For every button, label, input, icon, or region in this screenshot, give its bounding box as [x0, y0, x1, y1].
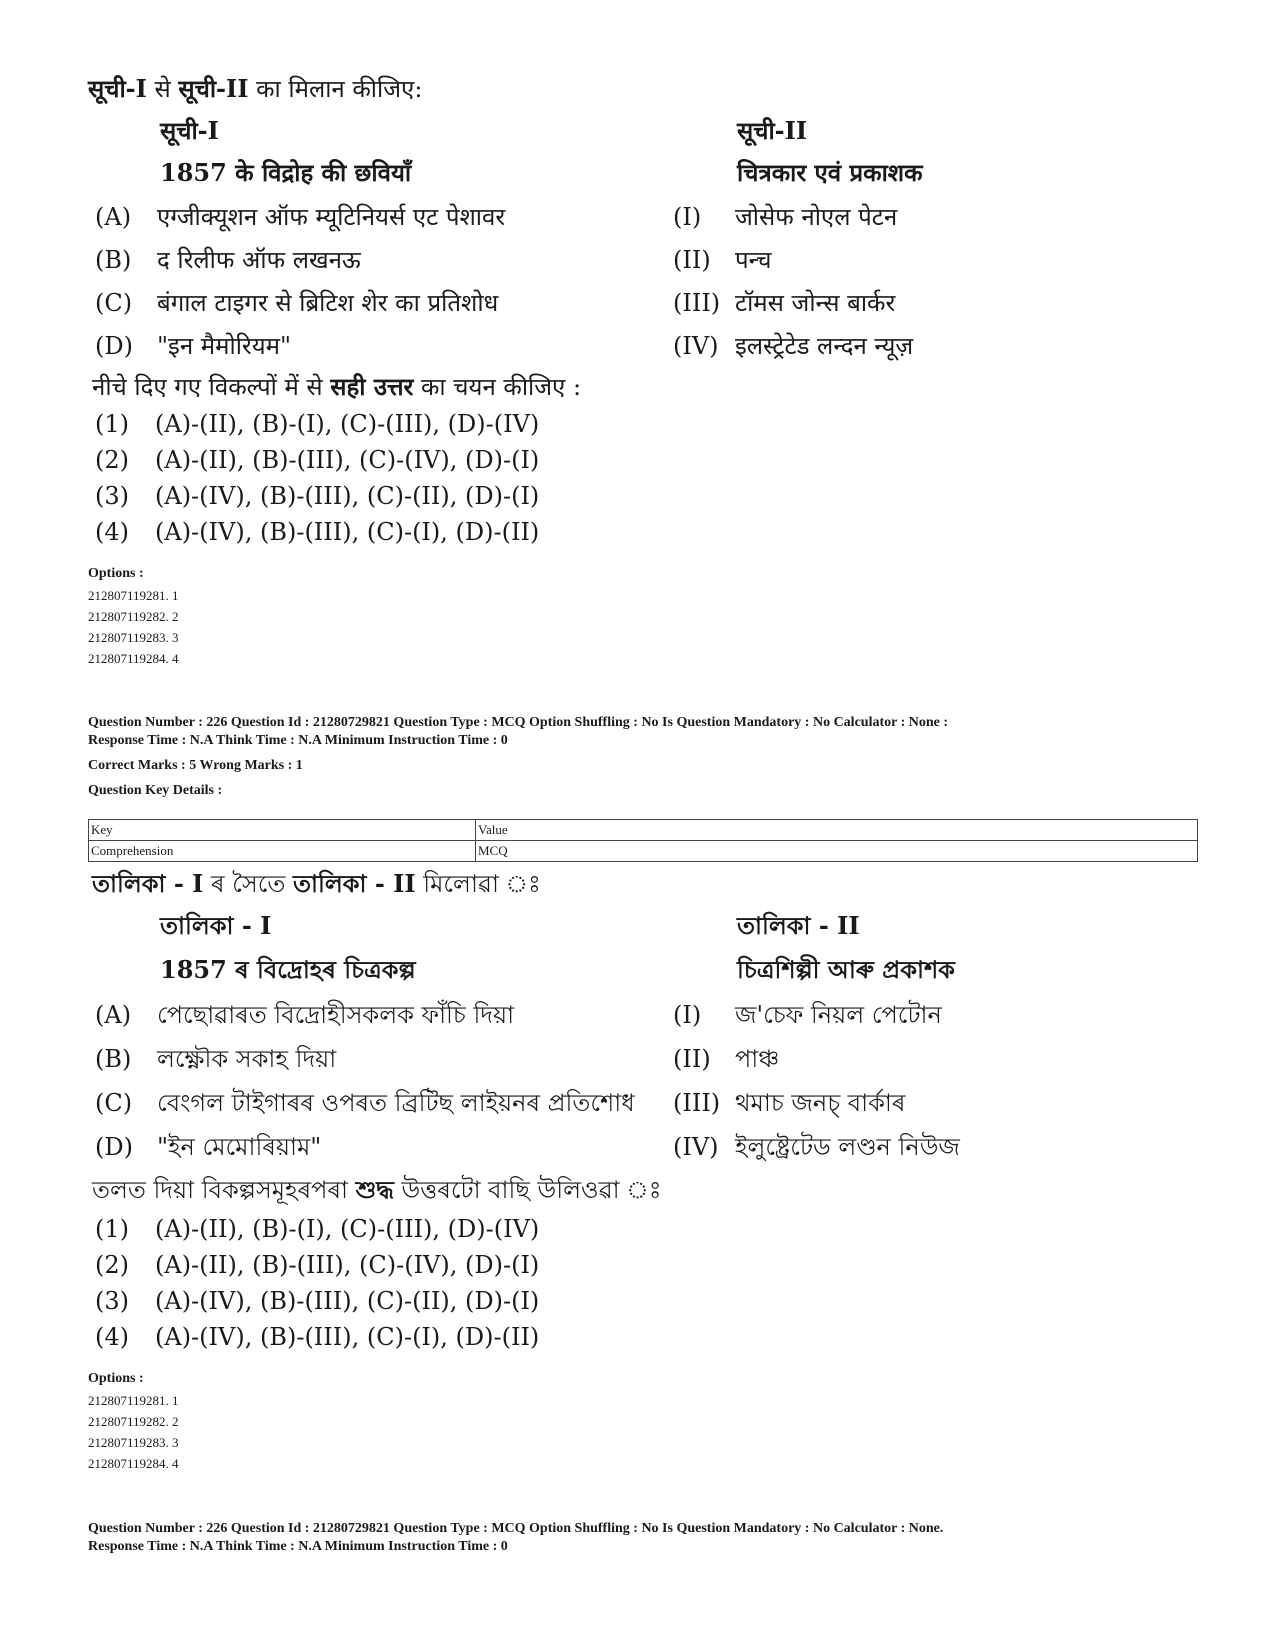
meta2-line2: Response Time : N.A Think Time : N.A Minimum Instruction Time : 0 — [88, 1539, 508, 1554]
item-label: (D) — [95, 332, 133, 360]
item-label: (A) — [95, 1001, 132, 1029]
q2-right-item — [673, 1129, 960, 1169]
q1-choice — [95, 518, 539, 546]
q1-list2-subtitle: चित्रकार एवं प्रकाशक — [737, 158, 923, 187]
q2-instruction-tail: মিলোৱা ঃ — [415, 870, 541, 898]
choice-text: (A)-(II), (B)-(I), (C)-(III), (D)-(IV) — [155, 410, 540, 438]
table-row — [89, 841, 1198, 862]
q1-prompt — [92, 370, 581, 403]
table-header-value: Value — [476, 820, 1198, 841]
question-key-table — [88, 819, 1198, 862]
q1-right-item — [673, 200, 897, 233]
item-text: "इन मैमोरियम" — [157, 332, 292, 360]
choice-text: (A)-(II), (B)-(III), (C)-(IV), (D)-(I) — [155, 446, 540, 474]
item-text: पन्च — [735, 246, 772, 274]
q2-left-item — [95, 1085, 635, 1125]
q2-left-item — [95, 1129, 321, 1169]
item-text: বেংগল টাইগাৰৰ ওপৰত ব্ৰিটিছ লাইয়নৰ প্ৰতিশোধ — [157, 1089, 635, 1117]
item-label: (II) — [673, 246, 711, 274]
choice-text: (A)-(II), (B)-(III), (C)-(IV), (D)-(I) — [155, 1251, 540, 1279]
item-text: জ'চেফ নিয়ল পেটোন — [735, 1001, 942, 1029]
q2-list2-subtitle: চিত্ৰশিল্পী আৰু প্ৰকাশক — [737, 955, 955, 984]
choice-text: (A)-(IV), (B)-(III), (C)-(II), (D)-(I) — [155, 482, 540, 510]
q1-list2-title: सूची-II — [737, 116, 808, 145]
q1-instruction-tail: का मिलान कीजिए: — [248, 75, 423, 103]
q2-choice — [95, 1251, 539, 1279]
choice-number: (2) — [95, 1251, 129, 1279]
choice-number: (1) — [95, 410, 129, 438]
table-header-row — [89, 820, 1198, 841]
item-text: द रिलीफ ऑफ लखनऊ — [157, 246, 361, 274]
item-label: (II) — [673, 1045, 711, 1073]
q2-instruction-list1: তালিকা - I — [92, 869, 204, 898]
table-header-key: Key — [89, 820, 476, 841]
item-text: লক্ষ্ণৌক সকাহ দিয়া — [157, 1045, 337, 1073]
item-label: (I) — [673, 1001, 702, 1029]
q2-list1-subtitle: 1857 ৰ বিদ্ৰোহৰ চিত্ৰকল্প — [160, 955, 416, 984]
q1-list1-subtitle: 1857 के विद्रोह की छवियाँ — [160, 158, 412, 187]
item-text: बंगाल टाइगर से ब्रिटिश शेर का प्रतिशोध — [157, 289, 499, 317]
choice-text: (A)-(II), (B)-(I), (C)-(III), (D)-(IV) — [155, 1215, 540, 1243]
q2-left-item — [95, 1041, 336, 1081]
item-label: (C) — [95, 1089, 133, 1117]
item-text: "ইন মেমোৰিয়াম" — [157, 1133, 322, 1161]
q2-prompt — [92, 1172, 662, 1212]
q2-option-id: 212807119282. 2 — [88, 1414, 179, 1429]
q1-instruction-list2: सूची-II — [178, 74, 249, 103]
item-label: (III) — [673, 289, 721, 317]
q2-options-label: Options : — [88, 1371, 144, 1386]
item-text: ইলুষ্ট্ৰেটেড লণ্ডন নিউজ — [735, 1133, 960, 1161]
q2-instruction — [92, 866, 541, 906]
q1-prompt-end: का चयन कीजिए : — [413, 373, 582, 401]
table-cell-value: MCQ — [476, 841, 1198, 862]
table-cell-key: Comprehension — [89, 841, 476, 862]
meta1-line2: Response Time : N.A Think Time : N.A Minimum Instruction Time : 0 — [88, 733, 508, 748]
q2-list1-title: তালিকা - I — [160, 911, 272, 940]
q1-left-item — [95, 200, 505, 233]
q1-instruction — [88, 72, 422, 105]
item-text: इलस्ट्रेटेड लन्दन न्यूज़ — [735, 332, 914, 360]
q2-prompt-start: তলত দিয়া বিকল্পসমূহৰপৰা — [92, 1176, 356, 1204]
choice-number: (1) — [95, 1215, 129, 1243]
item-text: পাঞ্চ — [735, 1045, 780, 1073]
q2-right-item — [673, 1085, 905, 1125]
q2-instruction-list2: তালিকা - II — [293, 869, 416, 898]
item-label: (C) — [95, 289, 133, 317]
q2-choice — [95, 1323, 539, 1351]
q2-list2-title: তালিকা - II — [737, 911, 860, 940]
q1-choice — [95, 410, 539, 438]
choice-number: (2) — [95, 446, 129, 474]
item-label: (IV) — [673, 1133, 719, 1161]
q1-prompt-start: नीचे दिए गए विकल्पों में से — [92, 373, 331, 401]
item-text: एग्जीक्यूशन ऑफ म्यूटिनियर्स एट पेशावर — [157, 203, 506, 231]
meta1-marks: Correct Marks : 5 Wrong Marks : 1 — [88, 758, 303, 773]
item-label: (IV) — [673, 332, 719, 360]
item-text: পেছোৱাৰত বিদ্ৰোহীসকলক ফাঁচি দিয়া — [157, 1001, 515, 1029]
q2-prompt-end: উত্তৰটো বাছি উলিওৱা ঃ — [393, 1176, 662, 1204]
item-text: टॉमस जोन्स बार्कर — [735, 289, 896, 317]
meta2-line1: Question Number : 226 Question Id : 21280729821 Question Type : MCQ Option Shuffling : No Is Question Mandatory : No Calculator : None. — [88, 1521, 944, 1536]
q1-left-item — [95, 243, 361, 276]
q1-right-item — [673, 329, 913, 362]
choice-text: (A)-(IV), (B)-(III), (C)-(II), (D)-(I) — [155, 1287, 540, 1315]
item-label: (III) — [673, 1089, 721, 1117]
choice-number: (3) — [95, 482, 129, 510]
q2-choice — [95, 1287, 539, 1315]
q1-option-id: 212807119282. 2 — [88, 609, 179, 624]
choice-text: (A)-(IV), (B)-(III), (C)-(I), (D)-(II) — [155, 1323, 540, 1351]
q1-choice — [95, 482, 539, 510]
item-text: থমাচ জনচ্ বাৰ্কাৰ — [735, 1089, 906, 1117]
q2-choice — [95, 1215, 539, 1243]
q1-choice — [95, 446, 539, 474]
meta1-line1: Question Number : 226 Question Id : 21280729821 Question Type : MCQ Option Shuffling : No Is Question Mandatory : No Calculator : None : — [88, 715, 949, 730]
q1-right-item — [673, 286, 895, 319]
item-label: (B) — [95, 246, 132, 274]
q1-left-item — [95, 286, 498, 319]
item-label: (A) — [95, 203, 132, 231]
item-label: (I) — [673, 203, 702, 231]
q2-right-item — [673, 997, 942, 1037]
q2-option-id: 212807119283. 3 — [88, 1435, 179, 1450]
q1-option-id: 212807119283. 3 — [88, 630, 179, 645]
q1-options-label: Options : — [88, 566, 144, 581]
choice-text: (A)-(IV), (B)-(III), (C)-(I), (D)-(II) — [155, 518, 540, 546]
choice-number: (4) — [95, 1323, 129, 1351]
q1-right-item — [673, 243, 772, 276]
q1-instruction-joiner: से — [146, 75, 179, 103]
q1-list1-title: सूची-I — [160, 116, 219, 145]
q1-option-id: 212807119281. 1 — [88, 588, 179, 603]
q2-right-item — [673, 1041, 779, 1081]
q2-left-item — [95, 997, 514, 1037]
q1-option-id: 212807119284. 4 — [88, 651, 179, 666]
q2-option-id: 212807119281. 1 — [88, 1393, 179, 1408]
item-label: (D) — [95, 1133, 133, 1161]
q1-instruction-list1: सूची-I — [88, 74, 147, 103]
meta1-key-details-label: Question Key Details : — [88, 783, 223, 798]
item-label: (B) — [95, 1045, 132, 1073]
q1-left-item — [95, 329, 291, 362]
q2-option-id: 212807119284. 4 — [88, 1456, 179, 1471]
choice-number: (4) — [95, 518, 129, 546]
item-text: जोसेफ नोएल पेटन — [735, 203, 898, 231]
q2-instruction-joiner: ৰ সৈতে — [203, 870, 293, 898]
q2-prompt-emphasis: শুদ্ধ — [355, 1175, 394, 1204]
q1-prompt-emphasis: सही उत्तर — [330, 372, 414, 401]
choice-number: (3) — [95, 1287, 129, 1315]
